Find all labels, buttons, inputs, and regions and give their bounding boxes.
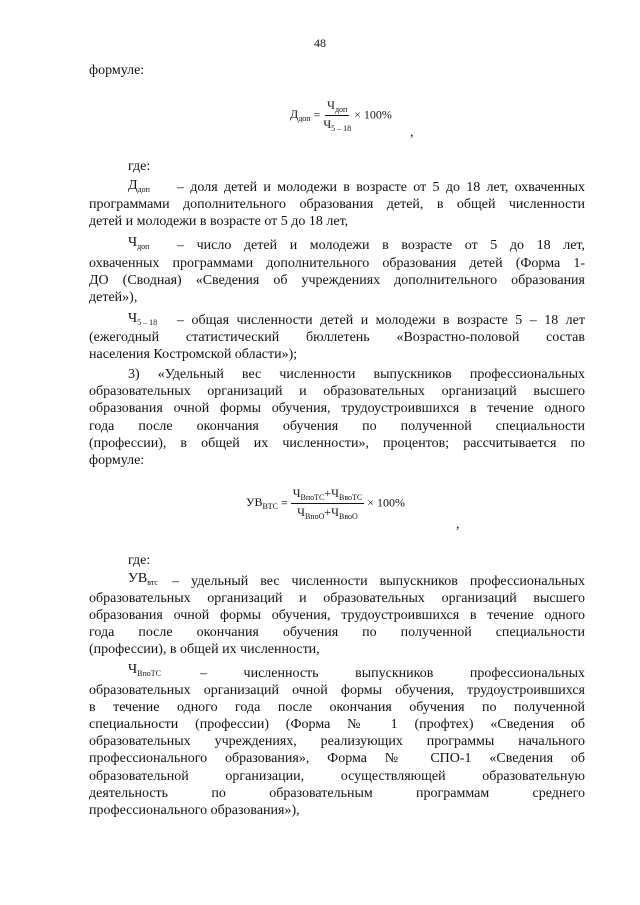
symbol: $Ч_{доп}$ — [128, 235, 150, 251]
symbol: $Ч_{ВпоТС}$ — [128, 662, 161, 678]
formula-uv-vts: $УВ_{ВТС}$ = $\frac{Ч_{ВпоТС}+Ч_{ВвоТС}}{Ч_{ВпоО}+Ч_{ВвоО}}$ × 100% — [246, 486, 406, 521]
formula-dop: $Д_{доп}$ = $\frac{Ч_{доп}}{Ч_{5 - 18}}$ × 100% — [290, 98, 392, 133]
formula-tail: × 100% — [367, 495, 406, 510]
formula-fraction: $\frac{Ч_{ВпоТС}+Ч_{ВвоТС}}{Ч_{ВпоО}+Ч_{ВвоО}}$ — [292, 486, 363, 521]
where-label: где: — [128, 159, 151, 174]
symbol: $Ч_{5 - 18}$ — [128, 311, 158, 327]
formula-comma: , — [456, 517, 460, 532]
where-label: где: — [128, 553, 151, 568]
formula-comma: , — [410, 125, 414, 140]
formula-lhs: $Д_{доп}$ — [290, 107, 311, 124]
formula-tail: × 100% — [354, 107, 392, 122]
page-number: 48 — [314, 36, 326, 50]
formula-lhs: $УВ_{ВТС}$ — [246, 495, 278, 512]
symbol: $УВ_{втс}$ — [128, 571, 158, 587]
lead-in: формуле: — [89, 63, 145, 78]
symbol: $Д_{доп}$ — [128, 178, 150, 194]
formula-fraction: $\frac{Ч_{доп}}{Ч_{5 - 18}}$ — [323, 98, 352, 133]
